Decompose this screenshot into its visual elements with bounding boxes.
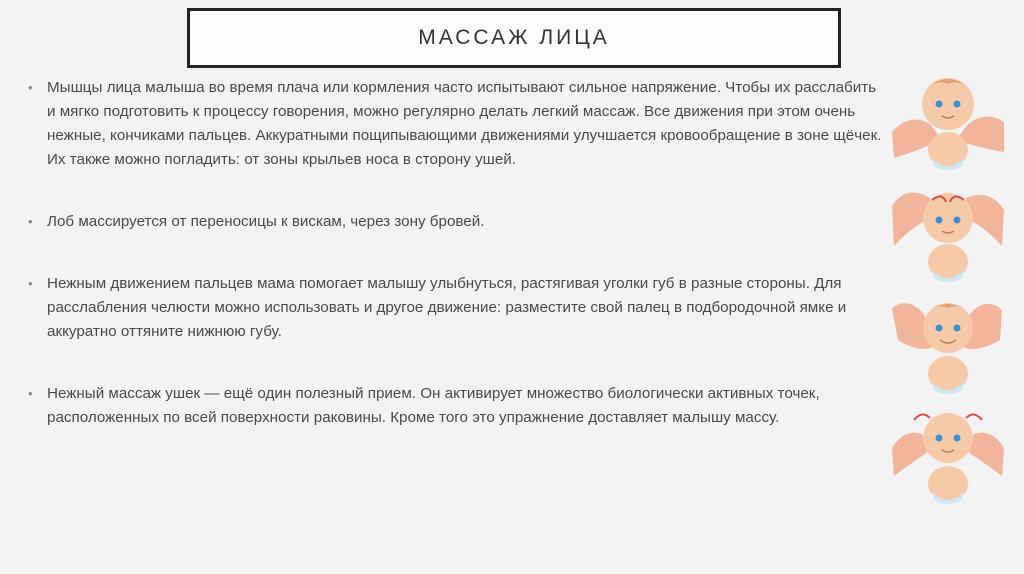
bullet-cheeks <box>28 76 888 172</box>
bullet-text: Лоб массируется от переносицы к вискам, через зону бровей. <box>47 213 485 230</box>
bullet-marker: • <box>28 80 33 95</box>
bullet-text: Мышцы лица малыша во время плача или кормления часто испытывают сильное напряжение. Чтобы их расслабить и мягко подготовить к процессу говорения, можно регулярно делать легкий массаж. Все движения при этом очень нежные, кончиками пальцев. Аккуратными пощипывающими движениями улучшается кровообращение в зоне щёчек. Их также можно погладить: от зоны крыльев носа в сторону ушей. <box>47 79 882 168</box>
bullet-lips <box>28 272 888 344</box>
baby-ear-massage-icon <box>890 398 1006 510</box>
bullet-text: Нежным движением пальцев мама помогает малышу улыбнуться, растягивая уголки губ в разные стороны. Для расслабления челюсти можно использовать и другое движение: разместите свой палец в подбородочной ямке и аккуратно оттяните нижнюю губу. <box>47 275 847 340</box>
baby-cheek-massage-icon <box>890 62 1006 174</box>
bullet-ears <box>28 382 888 430</box>
bullet-text: Нежный массаж ушек — ещё один полезный прием. Он активирует множество биологически активных точек, расположенных по всей поверхности раковины. Кроме того это упражнение доставляет малышу массу. <box>47 385 820 426</box>
bullet-marker: • <box>28 386 33 401</box>
bullet-forehead <box>28 210 888 234</box>
content-area <box>28 76 888 430</box>
bullet-marker: • <box>28 214 33 229</box>
bullet-marker: • <box>28 276 33 291</box>
page-title: МАССАЖ ЛИЦА <box>418 26 610 49</box>
baby-lips-massage-icon <box>890 288 1006 400</box>
title-box <box>187 8 841 68</box>
baby-forehead-massage-icon <box>890 176 1006 288</box>
